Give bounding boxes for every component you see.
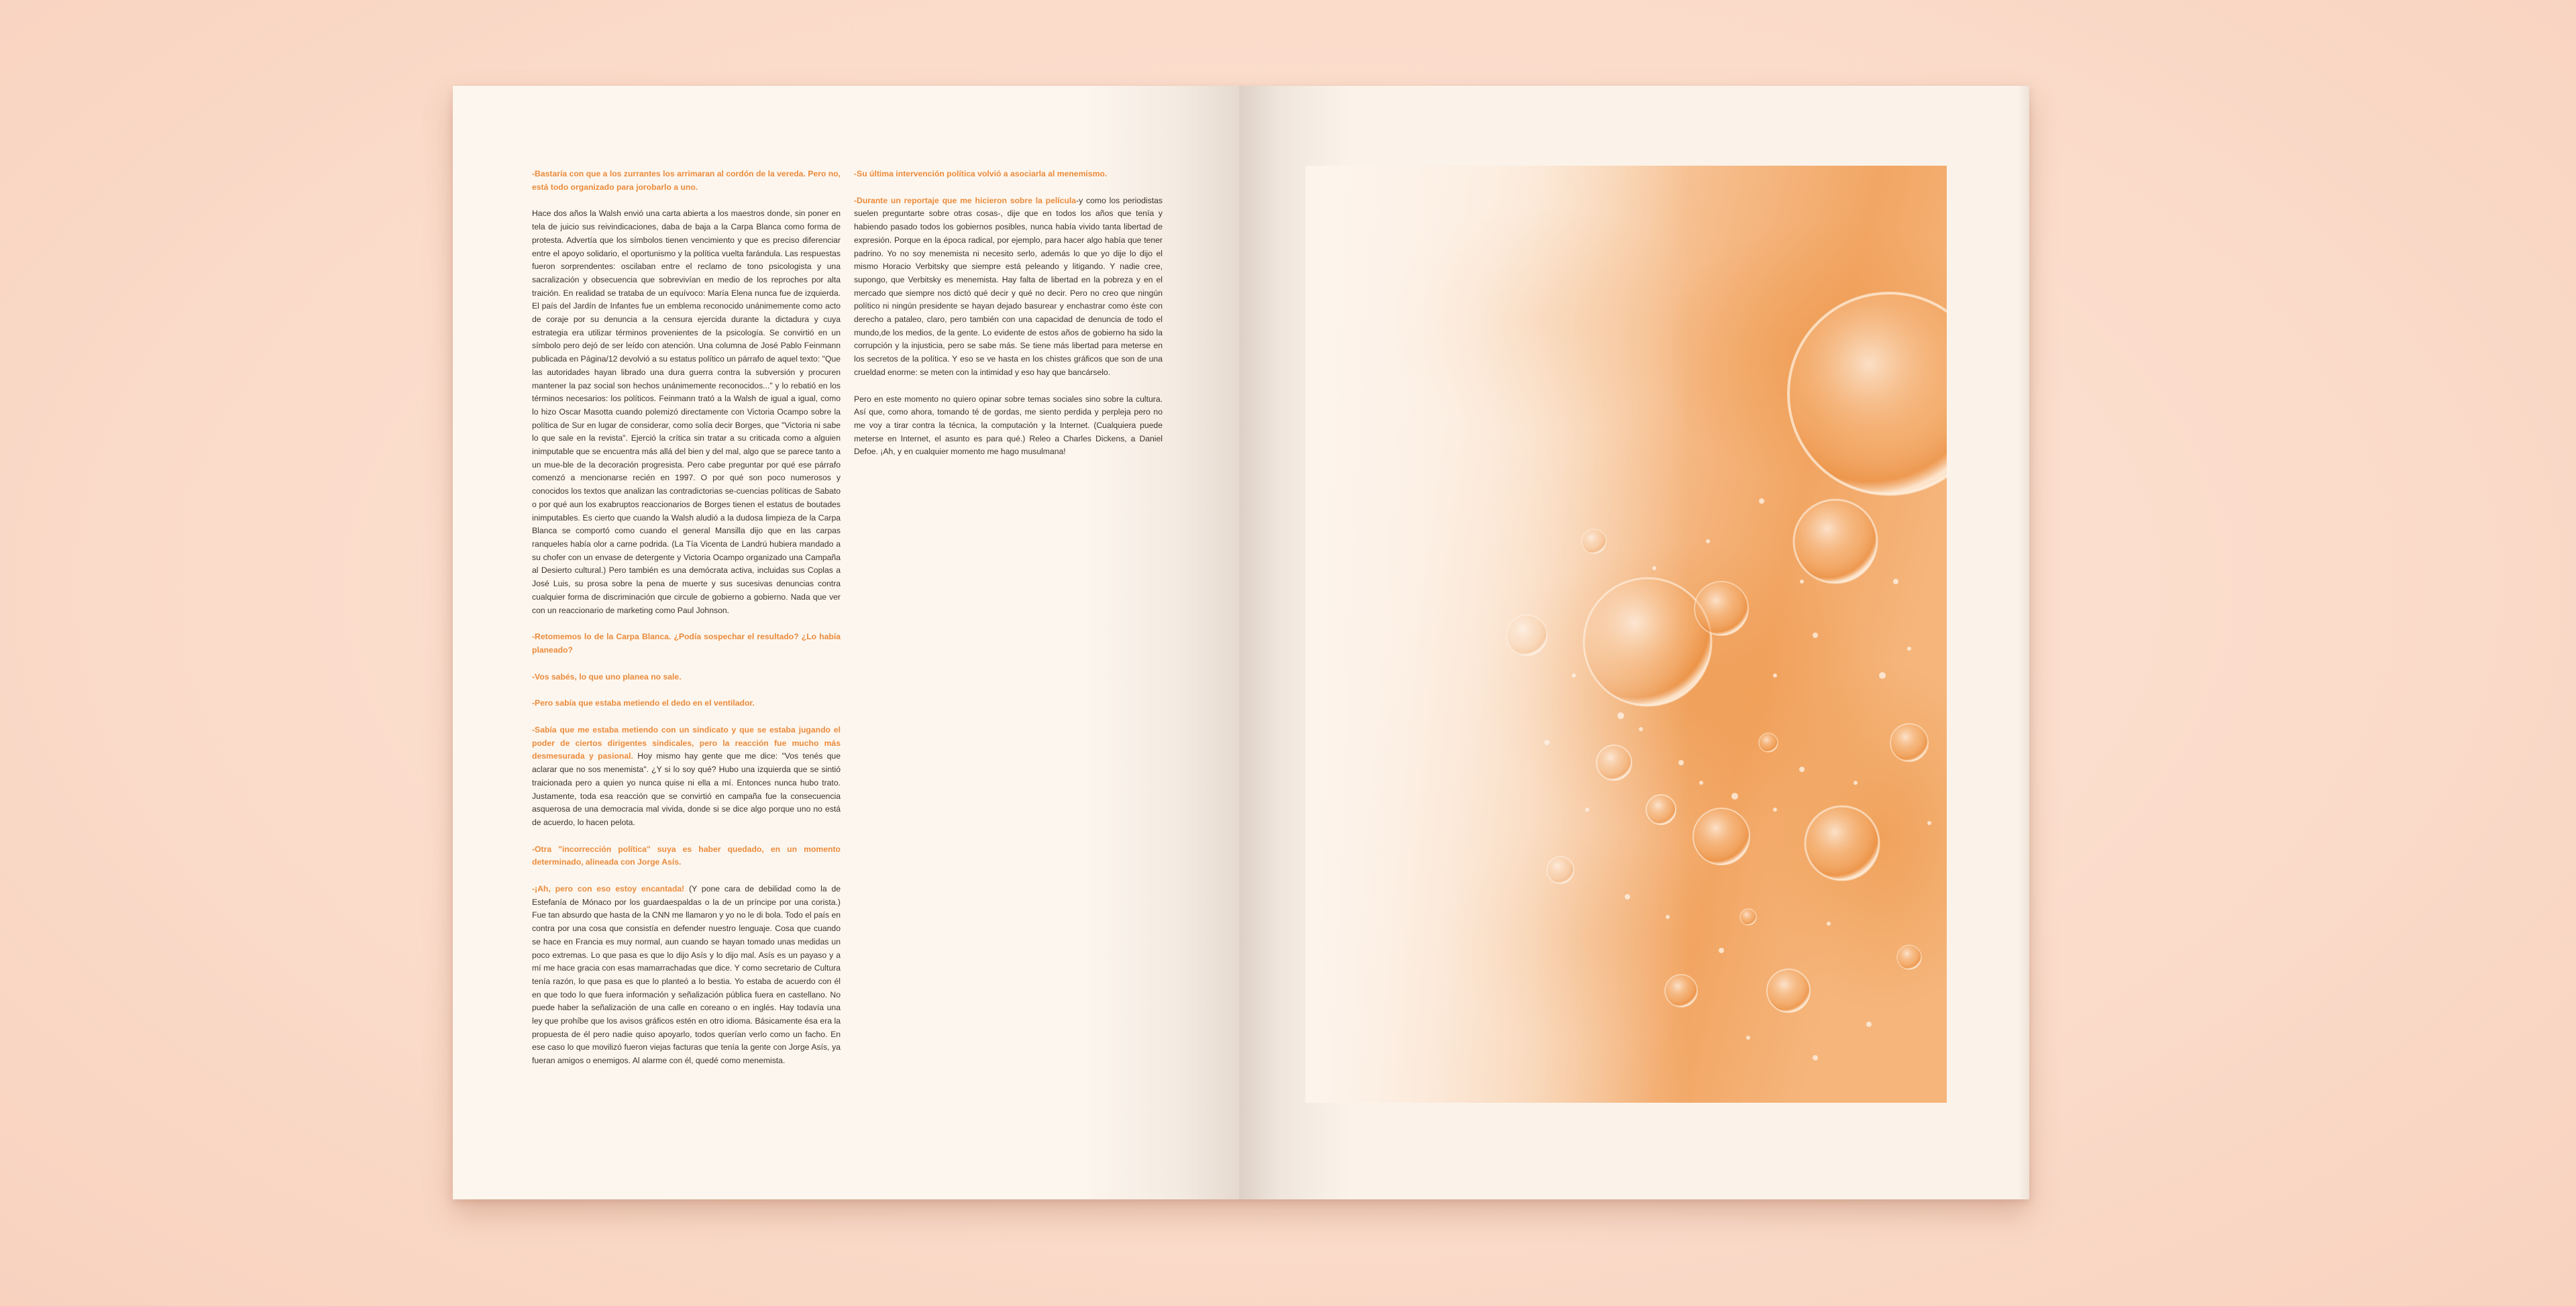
bubbles-photo <box>1305 166 1947 1103</box>
answer-text: -y como los periodistas suelen preguntarte sobre otras cosas-, dije que en todos los años que tenía y habiendo pasado todos los gobiernos posibles, nunca había vivido tanta libertad de expresión. Porque en la época radical, por ejemplo, para hacer algo había que tener padrino. Yo no soy menemista ni necesito serlo, además lo que yo dije lo dijo el mismo Horacio Verbitsky que siempre está peleando y litigando. Y nadie cree, supongo, que Verbitsky es menemista. Hay falta de libertad en la pobreza y en el mercado que siempre nos dictó qué decir y qué no decir. Pero no creo que ningún político ni ningún presidente se hayan dejado basurear y enchastrar como éste con derecho a pataleo, claro, pero también con una capacidad de denuncia de todo el mundo,de los medios, de la gente. Lo evidente de estos años de gobierno ha sido la corrupción y la injusticia, pero se sabe más. Se tiene más libertad para meterse en los secretos de la política. Y eso se ve hasta en los chistes gráficos que son de una crueldad enorme: se meten con la intimidad y eso hay que bancárselo. <box>854 195 1163 377</box>
paragraph <box>854 393 1163 459</box>
paragraph <box>532 697 841 710</box>
paragraph <box>532 883 841 1068</box>
paragraph <box>532 671 841 684</box>
answer-text: (Y pone cara de debilidad como la de Estefanía de Mónaco por los guardaespaldas o la de un príncipe por una corista.) Fue tan absurdo que hasta de la CNN me llamaron y yo no le di bola. Todo el país en contra por una cosa que consistía en defender nuestro lenguaje. Cosa que cuando se hace en Francia es muy normal, aun cuando se hayan tomado unas medidas un poco extremas. Lo que pasa es que lo dijo Asís y lo dijo mal. Asís es un payaso y a mí me hace gracia con esas mamarrachadas que dice. Y como secretario de Cultura tenía razón, lo que pasa es que lo planteó a lo bestia. Yo estaba de acuerdo con él en que todo lo que fuera información y señalización pública fuera en castellano. No puede haber la señalización de una calle en coreano o en inglés. Hay todavía una ley que prohíbe que los avisos gráficos estén en otro idioma. Básicamente ésa era la propuesta de él pero nadie quiso apoyarlo, todos querían verlo como un facho. En ese caso lo que movilizó fueron viejas facturas que tenía la gente con Jorge Asís, ya fueran amigos o enemigos. Al alarme con él, quedé como menemista. <box>532 884 841 1066</box>
paragraph <box>854 168 1163 181</box>
interview-question: -Otra "incorrección política" suya es haber quedado, en un momento determinado, alineada con Jorge Asís. <box>532 844 841 867</box>
bubbles-illustration <box>1305 166 1947 1103</box>
paragraph <box>532 843 841 869</box>
interview-question: -¡Ah, pero con eso estoy encantada! <box>532 884 685 894</box>
text-column-2 <box>854 168 1163 472</box>
interview-question: -Bastaría con que a los zurrantes los arrimaran al cordón de la vereda. Pero no, está todo organizado para jorobarlo a uno. <box>532 169 841 192</box>
interview-question: -Vos sabés, lo que uno planea no sale. <box>532 671 682 682</box>
answer-text: Pero en este momento no quiero opinar sobre temas sociales sino sobre la cultura. Así que, como ahora, tomando té de gordas, me siento perdida y perpleja pero no me voy a tirar contra la técnica, la computación y la Internet. (Cualquiera puede meterse en Internet, el asunto es para qué.) Releo a Charles Dickens, a Daniel Defoe. ¡Ah, y en cualquier momento me hago musulmana! <box>854 394 1163 457</box>
interview-question: -Su última intervención política volvió a asociarla al menemismo. <box>854 169 1108 178</box>
answer-text: Hace dos años la Walsh envió una carta abierta a los maestros donde, sin poner en tela de juicio sus reivindicaciones, daba de baja a la Carpa Blanca como forma de protesta. Advertía que los símbolos tienen vencimiento y que es preciso diferenciar entre el apoyo solidario, el oportunismo y la política vuelta farándula. Las respuestas fueron sorprendentes: oscilaban entre el reclamo de tono psicologista y una sacralización y obsecuencia que sobrevivían en medio de los reproches por alta traición. En realidad se trataba de un equívoco: María Elena nunca fue de izquierda. El país del Jardín de Infantes fue un emblema reconocido unánimemente como acto de coraje por su denuncia a la censura ejercida durante la dictadura y cuya estrategia era utilizar términos provenientes de la psicología. Se convirtió en un símbolo pero dejó de ser leído con atención. Una columna de José Pablo Feinmann publicada en Página/12 devolvió a su estatus político un párrafo de aquel texto: "Que las autoridades hayan librado una dura guerra contra la subversión y procuren mantener la paz social son hechos unánimemente reconocidos..." y lo rebatió en los términos necesarios: los políticos. Feinmann trató a la Walsh de igual a igual, como lo hizo Oscar Masotta cuando polemizó directamente con Victoria Ocampo sobre la política de Sur en lugar de considerar, como solía decir Borges, que "Victoria ni sabe lo que sale en la revista". Ejerció la crítica sin tratar a su criticada como a alguien inimputable que se encuentra más allá del bien y del mal, algo que se parece tanto a un mue-ble de la decoración progresista. Pero cabe preguntar por qué ese párrafo comenzó a mencionarse recién en 1997. O por qué son poco numerosos y conocidos los textos que analizan las contradictorias se-cuencias políticas de Sabato o por qué aun los exabruptos reaccionarios de Borges tienen el estatus de boutades inimputables. Es cierto que cuando la Walsh aludió a la dudosa limpieza de la Carpa Blanca se comportó como cuando el general Mansilla dijo que en las carpas ranqueles había olor a carne podrida. (La Tía Vicenta de Landrú hubiera mandado a su chofer con un envase de detergente y Victoria Ocampo organizado una Campaña al Desierto cultural.) Pero también es una demócrata activa, incluidas sus Coplas a José Luis, su prosa sobre la pena de muerte y sus sucesivas denuncias contra cualquier forma de discriminación que circule de gobierno a gobierno. Nada que ver con un reaccionario de marketing como Paul Johnson. <box>532 209 841 615</box>
left-page <box>453 86 1239 1199</box>
paragraph <box>854 195 1163 380</box>
answer-text: Hoy mismo hay gente que me dice: "Vos tenés que aclarar que no sos menemista". ¿Y si lo soy qué? Hubo una izquierda que se sintió traicionada pero a quien yo nunca quise ni ella a mí. Entonces nunca hubo trato. Justamente, toda esa reacción que se convirtió en campaña fue la consecuencia asquerosa de una democracia mal vivida, donde si se dice algo porque uno no está de acuerdo, lo hacen pelota. <box>532 751 841 827</box>
paragraph <box>532 724 841 830</box>
paragraph <box>532 168 841 194</box>
paragraph <box>532 631 841 657</box>
interview-question: -Sabía que me estaba metiendo con un sindicato y que se estaba jugando el poder de ciertos dirigentes sindicales, pero la reacción fue mucho más desmesurada y pasional. <box>532 725 841 761</box>
interview-question: -Retomemos lo de la Carpa Blanca. ¿Podía sospechar el resultado? ¿Lo había planeado? <box>532 632 841 655</box>
text-column-1 <box>532 168 841 1081</box>
interview-question: -Pero sabía que estaba metiendo el dedo en el ventilador. <box>532 698 755 708</box>
paragraph <box>532 207 841 617</box>
interview-question: -Durante un reportaje que me hicieron sobre la película <box>854 195 1077 205</box>
